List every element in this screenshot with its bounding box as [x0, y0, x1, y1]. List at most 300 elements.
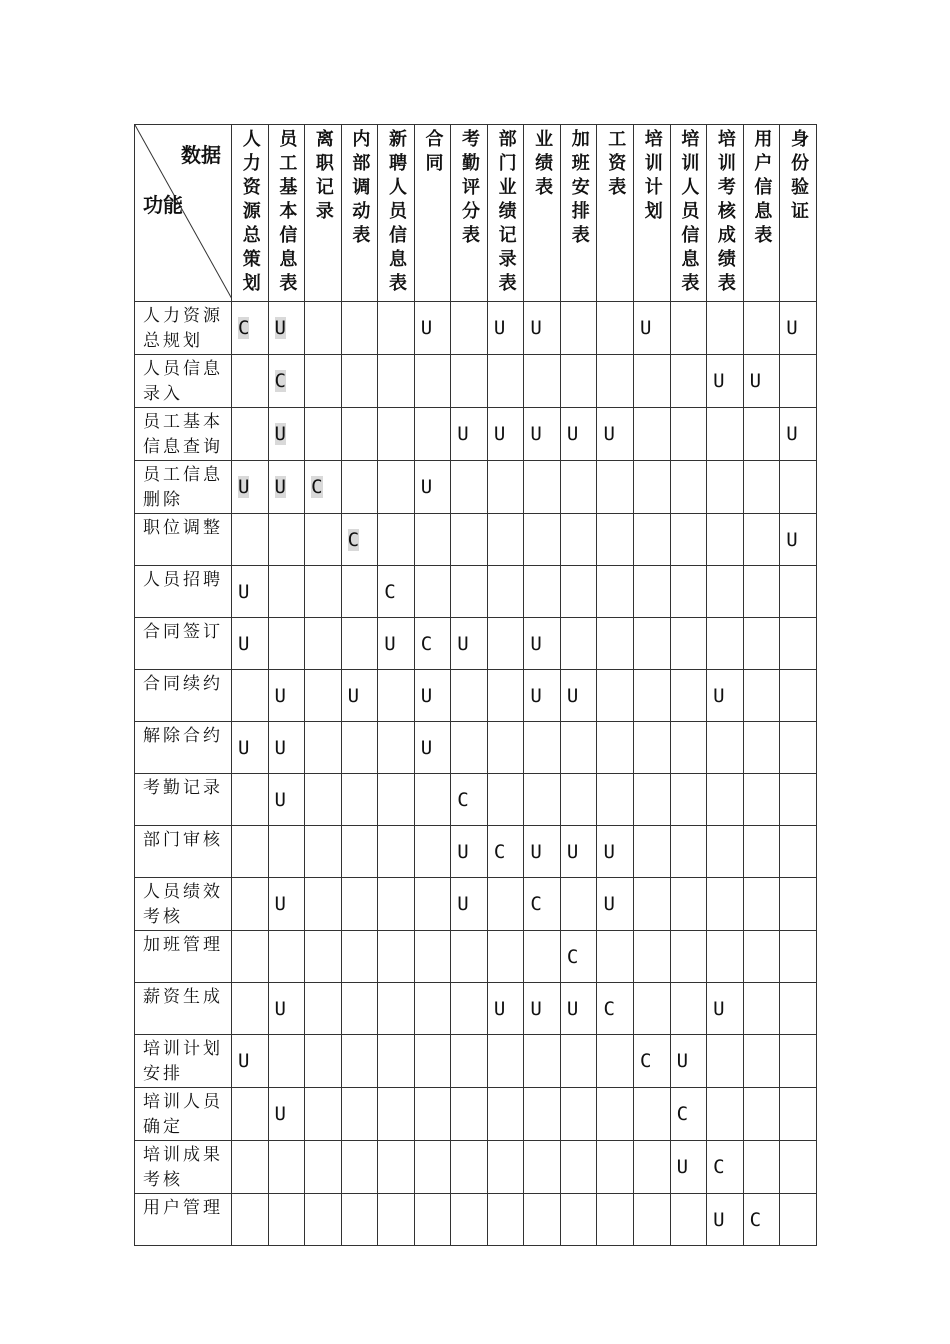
matrix-cell [743, 983, 780, 1035]
matrix-cell [232, 408, 269, 461]
matrix-cell [451, 1194, 488, 1246]
cell-value: U [274, 476, 286, 498]
matrix-cell [743, 1088, 780, 1141]
matrix-cell [341, 514, 378, 566]
table-row [135, 722, 817, 774]
column-header-label: 员工基本信息表 [276, 129, 298, 297]
cell-value: U [457, 632, 469, 655]
matrix-cell [634, 1035, 671, 1088]
matrix-cell [524, 826, 561, 878]
matrix-cell [560, 1194, 597, 1246]
matrix-cell [670, 618, 707, 670]
cell-value: C [311, 476, 323, 498]
matrix-cell [743, 931, 780, 983]
matrix-cell [268, 983, 305, 1035]
row-label: 考勤记录 [135, 774, 232, 826]
matrix-cell [305, 983, 342, 1035]
matrix-cell [341, 826, 378, 878]
cell-value: C [603, 997, 615, 1020]
matrix-cell [305, 1088, 342, 1141]
matrix-cell [707, 1088, 744, 1141]
matrix-cell [268, 670, 305, 722]
matrix-cell [743, 461, 780, 514]
table-row [135, 983, 817, 1035]
matrix-cell [378, 566, 415, 618]
cell-value: C [384, 580, 396, 603]
matrix-cell [378, 1088, 415, 1141]
matrix-cell [743, 774, 780, 826]
cell-value: U [713, 370, 725, 392]
matrix-cell [414, 983, 451, 1035]
matrix-cell [414, 1088, 451, 1141]
column-header [560, 125, 597, 302]
matrix-cell [597, 514, 634, 566]
matrix-cell [780, 355, 817, 408]
column-header-label: 培训人员信息表 [678, 129, 700, 297]
column-header-label: 培训考核成绩表 [714, 129, 736, 297]
cell-value: U [238, 580, 250, 603]
matrix-cell [341, 618, 378, 670]
matrix-cell [524, 514, 561, 566]
matrix-cell [707, 566, 744, 618]
column-header-label: 业绩表 [532, 129, 554, 201]
matrix-cell [634, 302, 671, 355]
matrix-cell [378, 826, 415, 878]
matrix-cell [232, 1141, 269, 1194]
matrix-cell [414, 1141, 451, 1194]
matrix-cell [487, 722, 524, 774]
matrix-cell [597, 618, 634, 670]
row-label: 人力资源总规划 [135, 302, 232, 355]
column-header [378, 125, 415, 302]
matrix-cell [378, 774, 415, 826]
cell-value: U [493, 317, 506, 339]
matrix-cell [743, 302, 780, 355]
matrix-cell [451, 514, 488, 566]
cell-value: U [420, 736, 433, 759]
column-header-label: 身份验证 [787, 129, 809, 225]
matrix-cell [524, 1141, 561, 1194]
matrix-cell [524, 1035, 561, 1088]
matrix-cell [743, 1035, 780, 1088]
column-header [780, 125, 817, 302]
table-row [135, 670, 817, 722]
matrix-cell [414, 408, 451, 461]
matrix-cell [378, 722, 415, 774]
matrix-cell [743, 618, 780, 670]
cell-value: C [749, 1208, 762, 1231]
column-header-label: 内部调动表 [349, 129, 371, 249]
column-header [487, 125, 524, 302]
matrix-cell [670, 302, 707, 355]
matrix-cell [341, 670, 378, 722]
matrix-cell [780, 1194, 817, 1246]
matrix-cell [487, 566, 524, 618]
cell-value: U [274, 736, 286, 759]
matrix-cell [378, 1141, 415, 1194]
matrix-cell [670, 1141, 707, 1194]
matrix-cell [341, 983, 378, 1035]
matrix-cell [341, 774, 378, 826]
matrix-cell [487, 408, 524, 461]
cell-value: C [530, 893, 542, 915]
matrix-cell [341, 878, 378, 931]
matrix-cell [451, 1088, 488, 1141]
matrix-cell [487, 302, 524, 355]
matrix-cell [232, 1088, 269, 1141]
data-axis-label: 数据 [181, 143, 221, 167]
matrix-cell [268, 878, 305, 931]
matrix-cell [451, 826, 488, 878]
column-header-label: 培训计划 [641, 129, 663, 225]
header-row [135, 125, 817, 302]
matrix-cell [451, 302, 488, 355]
cell-value: C [457, 788, 469, 811]
matrix-cell [634, 878, 671, 931]
matrix-cell [232, 774, 269, 826]
column-header-label: 工资表 [605, 129, 627, 201]
cell-value: C [566, 945, 579, 968]
matrix-cell [707, 1141, 744, 1194]
matrix-cell [743, 826, 780, 878]
matrix-cell [560, 408, 597, 461]
matrix-cell [743, 1194, 780, 1246]
matrix-cell [378, 514, 415, 566]
matrix-cell [232, 1035, 269, 1088]
matrix-cell [707, 408, 744, 461]
row-label: 培训成果考核 [135, 1141, 232, 1194]
matrix-cell [268, 302, 305, 355]
matrix-cell [451, 774, 488, 826]
matrix-cell [524, 408, 561, 461]
table-row [135, 566, 817, 618]
matrix-cell [707, 355, 744, 408]
cell-value: U [274, 1103, 286, 1125]
matrix-cell [597, 722, 634, 774]
matrix-cell [780, 1035, 817, 1088]
matrix-cell [780, 826, 817, 878]
column-header-label: 新聘人员信息表 [385, 129, 407, 297]
matrix-cell [670, 408, 707, 461]
matrix-cell [232, 355, 269, 408]
cell-value: U [420, 476, 433, 498]
matrix-cell [232, 722, 269, 774]
matrix-cell [341, 302, 378, 355]
matrix-cell [780, 722, 817, 774]
cell-value: U [274, 317, 286, 339]
matrix-cell [670, 722, 707, 774]
cell-value: U [238, 632, 250, 655]
column-header [268, 125, 305, 302]
matrix-cell [232, 514, 269, 566]
matrix-cell [597, 461, 634, 514]
matrix-cell [670, 826, 707, 878]
matrix-cell [597, 302, 634, 355]
matrix-cell [268, 1141, 305, 1194]
matrix-cell [451, 355, 488, 408]
matrix-cell [341, 355, 378, 408]
matrix-cell [378, 618, 415, 670]
matrix-cell [597, 774, 634, 826]
matrix-cell [560, 983, 597, 1035]
column-header-label: 加班安排表 [568, 129, 590, 249]
matrix-cell [524, 566, 561, 618]
row-label: 人员招聘 [135, 566, 232, 618]
matrix-cell [232, 461, 269, 514]
matrix-cell [670, 566, 707, 618]
matrix-cell [707, 514, 744, 566]
matrix-cell [634, 826, 671, 878]
cell-value: U [274, 893, 286, 915]
matrix-cell [743, 1141, 780, 1194]
matrix-cell [487, 826, 524, 878]
matrix-cell [707, 826, 744, 878]
matrix-cell [414, 566, 451, 618]
column-header-label: 用户信息表 [751, 129, 773, 249]
matrix-cell [560, 1141, 597, 1194]
matrix-cell [634, 774, 671, 826]
row-label: 职位调整 [135, 514, 232, 566]
matrix-cell [670, 670, 707, 722]
matrix-cell [634, 1194, 671, 1246]
cell-value: U [457, 840, 469, 863]
table-row [135, 931, 817, 983]
matrix-cell [780, 618, 817, 670]
table-row [135, 302, 817, 355]
cell-value: C [493, 840, 506, 863]
matrix-cell [341, 566, 378, 618]
cell-value: U [420, 317, 433, 339]
cell-value: U [457, 893, 469, 915]
matrix-cell [232, 878, 269, 931]
cell-value: C [713, 1156, 725, 1178]
matrix-cell [378, 408, 415, 461]
matrix-cell [487, 1035, 524, 1088]
row-label: 人员绩效考核 [135, 878, 232, 931]
matrix-cell [524, 1194, 561, 1246]
matrix-cell [743, 566, 780, 618]
matrix-cell [597, 355, 634, 408]
matrix-cell [378, 878, 415, 931]
cell-value: U [786, 317, 798, 339]
table-row [135, 878, 817, 931]
cell-value: U [457, 423, 469, 445]
matrix-cell [597, 566, 634, 618]
matrix-cell [524, 618, 561, 670]
matrix-cell [670, 774, 707, 826]
matrix-cell [743, 722, 780, 774]
matrix-cell [305, 514, 342, 566]
matrix-cell [780, 1141, 817, 1194]
matrix-cell [305, 1141, 342, 1194]
table-row [135, 408, 817, 461]
row-label: 人员信息录入 [135, 355, 232, 408]
matrix-cell [232, 302, 269, 355]
matrix-cell [487, 618, 524, 670]
function-axis-label: 功能 [143, 193, 183, 217]
matrix-cell [487, 355, 524, 408]
matrix-cell [341, 931, 378, 983]
matrix-cell [597, 1141, 634, 1194]
matrix-cell [414, 618, 451, 670]
matrix-cell [232, 983, 269, 1035]
matrix-cell [560, 355, 597, 408]
matrix-cell [780, 302, 817, 355]
matrix-cell [524, 931, 561, 983]
matrix-cell [268, 826, 305, 878]
matrix-cell [597, 670, 634, 722]
matrix-cell [634, 514, 671, 566]
matrix-cell [634, 461, 671, 514]
matrix-cell [707, 670, 744, 722]
matrix-cell [378, 355, 415, 408]
matrix-cell [670, 1088, 707, 1141]
matrix-cell [560, 461, 597, 514]
matrix-cell [780, 931, 817, 983]
cell-value: U [420, 684, 433, 707]
matrix-cell [560, 618, 597, 670]
matrix-cell [232, 566, 269, 618]
cell-value: U [713, 1208, 725, 1231]
matrix-cell [414, 514, 451, 566]
matrix-cell [305, 461, 342, 514]
matrix-cell [414, 1194, 451, 1246]
row-label: 员工基本信息查询 [135, 408, 232, 461]
row-label: 解除合约 [135, 722, 232, 774]
matrix-cell [305, 1035, 342, 1088]
matrix-cell [451, 461, 488, 514]
matrix-cell [487, 514, 524, 566]
matrix-cell [743, 408, 780, 461]
table-row [135, 774, 817, 826]
matrix-cell [670, 355, 707, 408]
matrix-cell [780, 670, 817, 722]
matrix-cell [597, 826, 634, 878]
column-header [451, 125, 488, 302]
matrix-cell [305, 878, 342, 931]
cell-value: U [530, 997, 542, 1020]
matrix-cell [670, 461, 707, 514]
matrix-cell [414, 670, 451, 722]
matrix-cell [780, 461, 817, 514]
table-row [135, 1035, 817, 1088]
cell-value: U [493, 997, 506, 1020]
matrix-cell [451, 408, 488, 461]
matrix-cell [780, 408, 817, 461]
matrix-cell [707, 774, 744, 826]
matrix-cell [560, 722, 597, 774]
matrix-cell [634, 1141, 671, 1194]
matrix-cell [707, 983, 744, 1035]
matrix-cell [707, 1194, 744, 1246]
cell-value: U [749, 370, 762, 392]
matrix-cell [451, 722, 488, 774]
function-data-matrix [134, 124, 817, 1246]
column-header [232, 125, 269, 302]
matrix-cell [378, 1035, 415, 1088]
matrix-cell [378, 670, 415, 722]
column-header [670, 125, 707, 302]
matrix-cell [524, 670, 561, 722]
cell-value: U [786, 423, 798, 445]
matrix-cell [634, 566, 671, 618]
matrix-cell [560, 1088, 597, 1141]
matrix-cell [597, 408, 634, 461]
cell-value: U [786, 528, 798, 551]
corner-cell [135, 125, 232, 302]
matrix-cell [597, 983, 634, 1035]
matrix-cell [305, 566, 342, 618]
matrix-cell [341, 1035, 378, 1088]
matrix-cell [268, 1088, 305, 1141]
column-header-label: 合同 [422, 129, 444, 177]
matrix-cell [305, 355, 342, 408]
matrix-cell [670, 514, 707, 566]
matrix-cell [597, 1194, 634, 1246]
matrix-cell [597, 931, 634, 983]
row-label: 合同续约 [135, 670, 232, 722]
matrix-cell [634, 722, 671, 774]
cell-value: C [676, 1103, 689, 1125]
cell-value: U [530, 632, 542, 655]
matrix-cell [560, 514, 597, 566]
matrix-cell [341, 461, 378, 514]
matrix-cell [524, 461, 561, 514]
matrix-cell [560, 878, 597, 931]
matrix-cell [560, 670, 597, 722]
matrix-cell [268, 774, 305, 826]
matrix-cell [378, 461, 415, 514]
matrix-cell [560, 826, 597, 878]
matrix-cell [414, 355, 451, 408]
matrix-cell [524, 355, 561, 408]
matrix-cell [707, 618, 744, 670]
cell-value: U [566, 997, 579, 1020]
matrix-cell [780, 878, 817, 931]
matrix-cell [743, 514, 780, 566]
matrix-cell [707, 302, 744, 355]
matrix-cell [305, 931, 342, 983]
column-header-label: 部门业绩记录表 [495, 129, 517, 297]
matrix-cell [451, 566, 488, 618]
matrix-cell [305, 618, 342, 670]
matrix-cell [451, 1035, 488, 1088]
matrix-cell [268, 461, 305, 514]
column-header [414, 125, 451, 302]
matrix-cell [341, 1194, 378, 1246]
matrix-body [135, 302, 817, 1246]
cell-value: U [566, 840, 579, 863]
cell-value: U [274, 997, 286, 1020]
matrix-cell [268, 722, 305, 774]
table-row [135, 618, 817, 670]
matrix-cell [743, 670, 780, 722]
matrix-cell [524, 983, 561, 1035]
cell-value: U [384, 632, 396, 655]
table-row [135, 826, 817, 878]
matrix-cell [305, 826, 342, 878]
matrix-cell [634, 670, 671, 722]
matrix-cell [487, 670, 524, 722]
matrix-cell [487, 1141, 524, 1194]
matrix-cell [780, 774, 817, 826]
matrix-cell [451, 1141, 488, 1194]
cell-value: U [530, 840, 542, 863]
column-header [743, 125, 780, 302]
matrix-cell [487, 461, 524, 514]
cell-value: C [274, 370, 286, 392]
matrix-cell [487, 983, 524, 1035]
